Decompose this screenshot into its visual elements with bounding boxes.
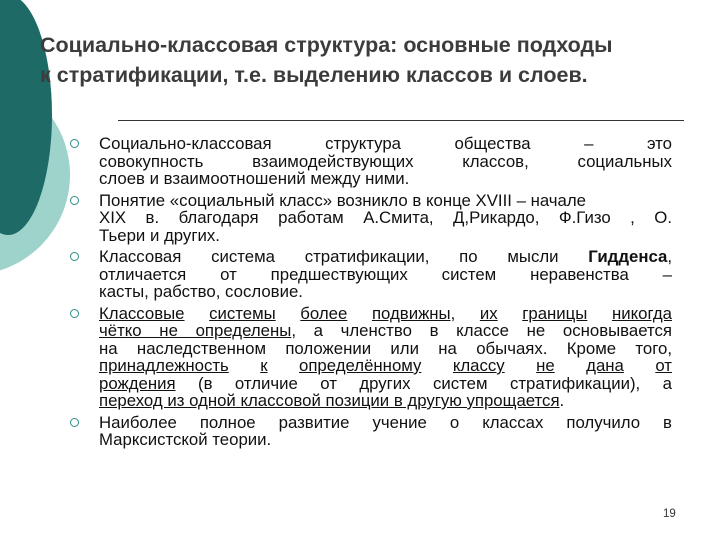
text-line: Классовые системы более подвижны, их границы никогда: [99, 303, 672, 323]
text-line: Классовая система стратификации, по мысли Гидденса,: [99, 247, 672, 266]
title-divider: [118, 120, 684, 121]
title-line-2: к стратификации, т.е. выделению классов и слоев.: [40, 63, 588, 87]
text-line: чётко не определены, а членство в классе не основывается: [99, 321, 672, 340]
ring-bullet-icon: [70, 139, 79, 148]
text-line: отличается от предшествующих систем неравенства –: [99, 264, 672, 284]
list-item: [68, 414, 672, 449]
text-line: слоев и взаимоотношений между ними.: [99, 169, 410, 188]
title-line-1: Социально-классовая структура: основные подходы: [40, 33, 613, 57]
text-line: Наиболее полное развитие учение о классах получило в: [99, 412, 672, 432]
page-number: 19: [663, 508, 676, 520]
list-item: [68, 135, 672, 188]
text-line: Понятие «социальный класс» возникло в конце XVIII – начале: [99, 190, 587, 210]
ring-bullet-icon: [70, 252, 79, 261]
list-item: [68, 192, 672, 245]
list-item: [68, 248, 672, 301]
text-line: совокупность взаимодействующих классов, социальных: [99, 151, 673, 171]
ring-bullet-icon: [70, 196, 79, 205]
bold-name-giddens: Гидденса: [588, 247, 668, 266]
ring-bullet-icon: [70, 418, 79, 427]
text-line: рождения (в отличие от других систем стратификации), а: [99, 373, 672, 393]
text-line: Тьери и других.: [99, 225, 220, 245]
list-item: [68, 305, 672, 410]
text-line: принадлежность к определённому классу не дана от: [99, 356, 672, 375]
ring-bullet-icon: [70, 309, 79, 318]
text-line: касты, рабство, сословие.: [99, 282, 303, 301]
text-line: Социально-классовая структура общества – это: [99, 134, 672, 153]
bullet-list: [68, 135, 672, 453]
text-line: Марксистской теории.: [99, 430, 272, 449]
slide-title: [40, 30, 710, 90]
text-line: переход из одной классовой позиции в другую упрощается.: [99, 391, 565, 410]
text-line: на наследственном положении или на обычаях. Кроме того,: [99, 338, 672, 358]
text-line: XIX в. благодаря работам А.Смита, Д,Рикардо, Ф.Гизо , О.: [99, 208, 672, 227]
